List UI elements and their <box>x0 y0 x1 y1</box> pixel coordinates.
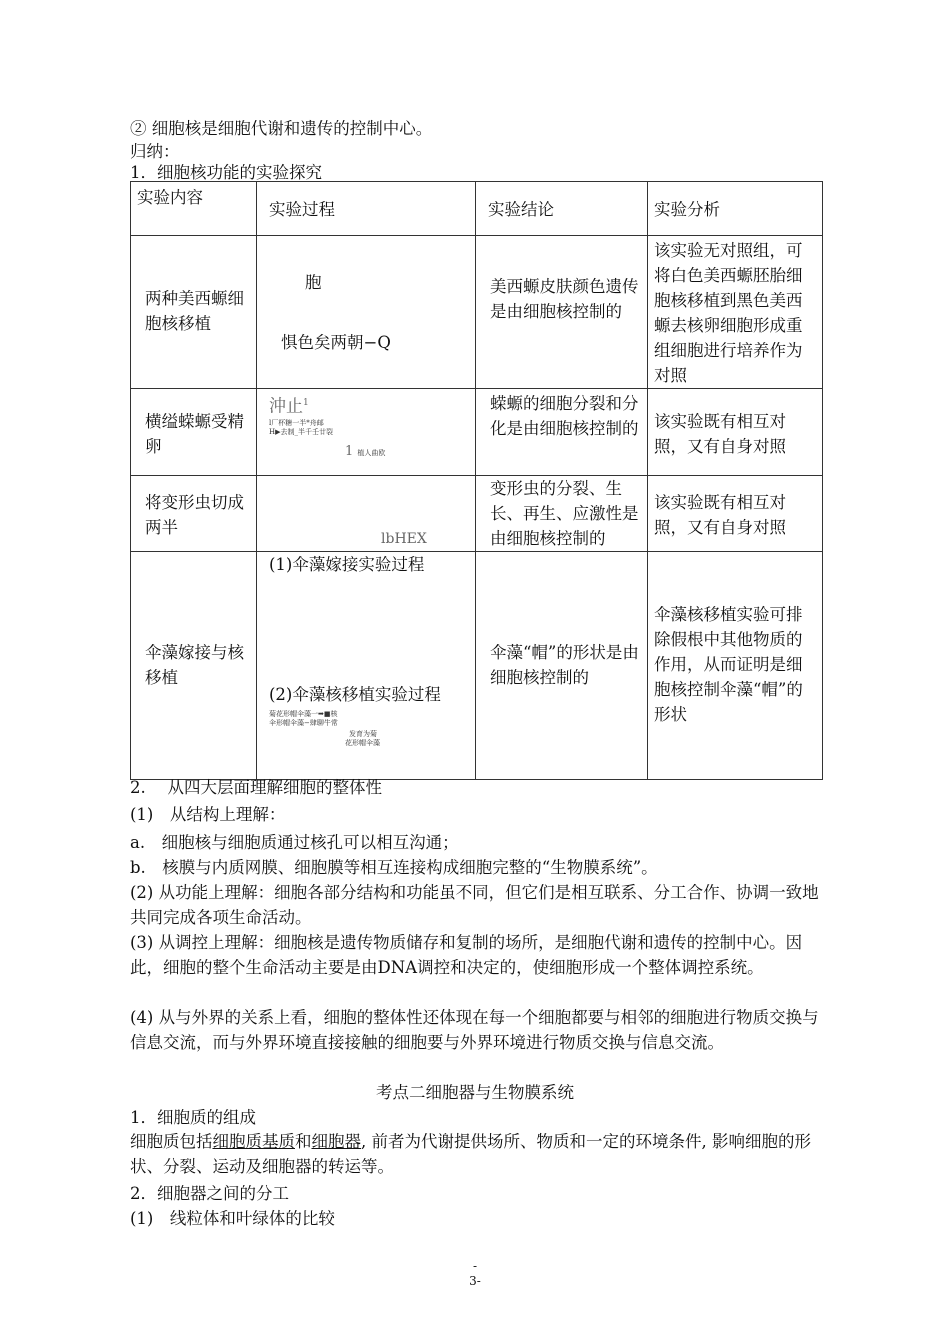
s1-text: 和 <box>295 1132 312 1151</box>
kaodian2-s1-para <box>130 1130 822 1179</box>
experiment-content: 横缢蝾螈受精卵 <box>131 389 257 476</box>
table-header: 实验结论 <box>476 182 648 236</box>
process-text: 胞 <box>305 273 322 292</box>
experiment-content: 伞藻嫁接与核移植 <box>131 552 257 780</box>
section2-title: 2. 从四大层面理解细胞的整体性 <box>130 778 382 797</box>
experiment-content: 将变形虫切成两半 <box>131 476 257 552</box>
s1-text: , 前者为代谢提供场所、物质和一定的环境条件, 影响细胞的形状、分裂、运动及细胞器的转运等。 <box>130 1132 811 1176</box>
process-text: lbHEX <box>381 531 427 547</box>
process-number: 1 <box>345 444 354 459</box>
experiment-conclusion: 美西螈皮肤颜色遗传是由细胞核控制的 <box>476 236 648 389</box>
section2-item-b: b. 核膜与内质网膜、细胞膜等相互连接构成细胞完整的“生物膜系统”。 <box>130 858 658 877</box>
table-row <box>131 476 823 552</box>
process-tiny-text: 花形帽伞藻 <box>345 739 380 747</box>
intro-line: ② 细胞核是细胞代谢和遗传的控制中心。 <box>130 119 433 138</box>
table-header: 实验分析 <box>648 182 823 236</box>
s1-underlined-term: 细胞器 <box>311 1132 361 1151</box>
process-text: 沖止 <box>269 396 303 417</box>
table-header: 实验过程 <box>257 182 476 236</box>
experiment-process <box>257 389 476 476</box>
kaodian2-s2-sub1: (1) 线粒体和叶绿体的比较 <box>130 1209 335 1228</box>
section2-para4: (4) 从与外界的关系上看，细胞的整体性还体现在每一个细胞都要与相邻的细胞进行物质交换与信息交流，而与外界环境直接接触的细胞要与外界环境进行物质交换与信息交流。 <box>130 1008 819 1052</box>
process-text: (2)伞藻核移植实验过程 <box>269 685 441 704</box>
experiment-process <box>257 552 476 780</box>
summary-label: 归纳： <box>130 142 180 161</box>
experiment-analysis: 该实验既有相互对照，又有自身对照 <box>648 389 823 476</box>
experiment-conclusion: 变形虫的分裂、生长、再生、应激性是由细胞核控制的 <box>476 476 648 552</box>
experiment-analysis: 该实验既有相互对照，又有自身对照 <box>648 476 823 552</box>
experiment-analysis: 该实验无对照组，可将白色美西螈胚胎细胞核移植到黑色美西螈去核卵细胞形成重组细胞进行培养作为对照 <box>648 236 823 389</box>
experiment-conclusion: 蝾螈的细胞分裂和分化是由细胞核控制的 <box>476 389 648 476</box>
section2-para3: (3) 从调控上理解：细胞核是遗传物质储存和复制的场所，是细胞代谢和遗传的控制中心。因此，细胞的整个生命活动主要是由DNA调控和决定的，使细胞形成一个整体调控系统。 <box>130 933 803 977</box>
experiment-process <box>257 476 476 552</box>
process-text: (1)伞藻嫁接实验过程 <box>269 555 425 574</box>
experiment-table <box>130 181 823 780</box>
section2-item-a: a. 细胞核与细胞质通过核孔可以相互沟通； <box>130 833 459 852</box>
process-text: 惧色矣两朝−Q <box>281 333 391 352</box>
section1-title: 1．细胞核功能的实验探究 <box>130 163 322 182</box>
section2-sub1: (1) 从结构上理解： <box>130 805 286 824</box>
table-header: 实验内容 <box>131 182 257 236</box>
table-row <box>131 389 823 476</box>
table-row <box>131 236 823 389</box>
page-number: 3- <box>469 1274 481 1288</box>
process-superscript: 1 <box>303 398 309 408</box>
kaodian2-s1-title: 1．细胞质的组成 <box>130 1108 256 1127</box>
footer-dash: - <box>472 1259 478 1273</box>
kaodian2-s2-title: 2．细胞器之间的分工 <box>130 1184 289 1203</box>
experiment-content: 两种美西螈细胞核移植 <box>131 236 257 389</box>
section2-para2: (2) 从功能上理解：细胞各部分结构和功能虽不同，但它们是相互联系、分工合作、协调一致地共同完成各项生命活动。 <box>130 883 819 927</box>
s1-text: 细胞质包括 <box>130 1132 213 1151</box>
process-tiny-text: l厂杯糖一半*舟邮 <box>269 419 324 427</box>
table-row <box>131 552 823 780</box>
process-tiny-text: 菊花形帽伞藻一➡■核 <box>269 710 338 718</box>
table-header-row <box>131 182 823 236</box>
process-tiny-text: 植人曲欧 <box>357 449 386 457</box>
process-tiny-text: 发育为菊 <box>349 730 377 738</box>
experiment-process <box>257 236 476 389</box>
process-tiny-text: H▶去制_半千壬廿裂 <box>269 428 333 436</box>
process-tiny-text: 伞形帽伞藻−肆聊牛常 <box>269 719 338 727</box>
experiment-analysis: 伞藻核移植实验可排除假根中其他物质的作用，从而证明是细胞核控制伞藻“帽”的形状 <box>648 552 823 780</box>
experiment-conclusion: 伞藻“帽”的形状是由细胞核控制的 <box>476 552 648 780</box>
kaodian2-heading: 考点二细胞器与生物膜系统 <box>376 1083 574 1102</box>
s1-underlined-term: 细胞质基质 <box>212 1132 295 1151</box>
